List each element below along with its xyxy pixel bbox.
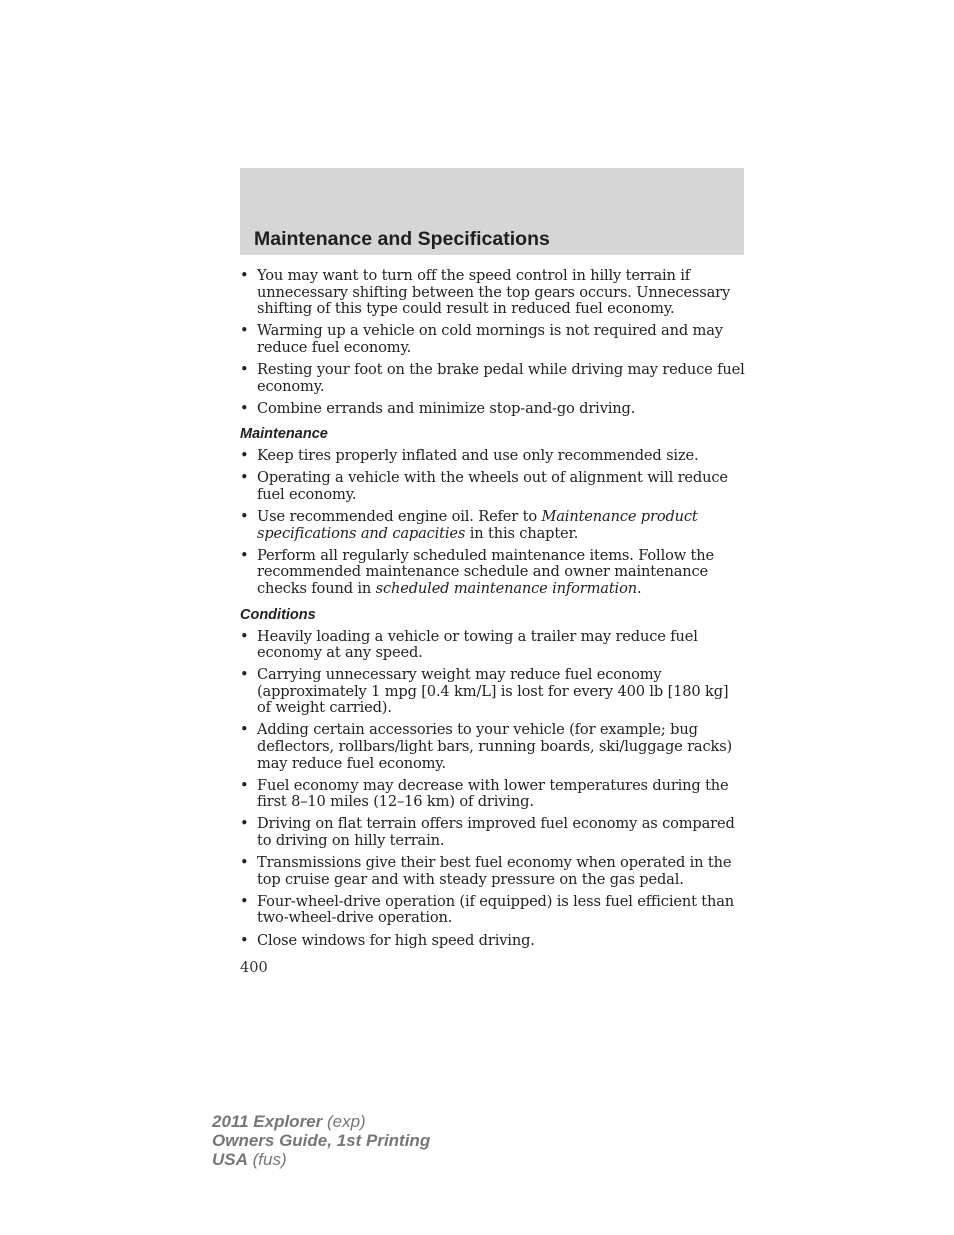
footer-code: (exp) bbox=[322, 1112, 366, 1131]
bullet-text: in this chapter. bbox=[465, 524, 579, 542]
bullet-item: • Heavily loading a vehicle or towing a trailer may reduce fuel economy at any speed. bbox=[240, 629, 746, 662]
bullet-item: • Operating a vehicle with the wheels out of alignment will reduce fuel economy. bbox=[240, 470, 746, 503]
maintenance-bullet-list bbox=[240, 448, 746, 597]
document-footer bbox=[212, 1112, 430, 1169]
bullet-item: • Fuel economy may decrease with lower temperatures during the first 8–10 miles (12–16 km) of driving. bbox=[240, 778, 746, 811]
bullet-item: • Warming up a vehicle on cold mornings is not required and may reduce fuel economy. bbox=[240, 323, 746, 356]
bullet-item: • You may want to turn off the speed control in hilly terrain if unnecessary shifting between the top gears occurs. Unnecessary shifting of this type could result in reduced fuel economy. bbox=[240, 268, 746, 318]
footer-line bbox=[212, 1112, 430, 1131]
bullet-item: • Adding certain accessories to your vehicle (for example; bug deflectors, rollbars/light bars, running boards, ski/luggage racks) may reduce fuel economy. bbox=[240, 722, 746, 772]
bullet-item bbox=[240, 548, 746, 598]
bullet-text: Use recommended engine oil. Refer to bbox=[257, 508, 542, 526]
bullet-item: • Resting your foot on the brake pedal while driving may reduce fuel economy. bbox=[240, 362, 746, 395]
maintenance-heading: Maintenance bbox=[240, 426, 328, 443]
bullet-text: Perform all regularly scheduled maintenance items. Follow the recommended maintenance schedule and owner maintenance checks found in bbox=[257, 546, 715, 597]
footer-edition: Owners Guide, 1st Printing bbox=[212, 1131, 431, 1150]
footer-model: 2011 Explorer bbox=[212, 1112, 323, 1131]
conditions-heading: Conditions bbox=[240, 606, 316, 623]
footer-line bbox=[212, 1150, 430, 1169]
footer-code: (fus) bbox=[247, 1150, 287, 1169]
page-number: 400 bbox=[240, 960, 268, 976]
bullet-item: • Driving on flat terrain offers improved fuel economy as compared to driving on hilly terrain. bbox=[240, 816, 746, 849]
bullet-text: . bbox=[636, 579, 642, 597]
bullet-item: • Keep tires properly inflated and use only recommended size. bbox=[240, 448, 746, 465]
bullet-item: • Four-wheel-drive operation (if equipped) is less fuel efficient than two-wheel-drive operation. bbox=[240, 894, 746, 927]
cross-reference: Maintenance product specifications and capacities bbox=[257, 508, 698, 542]
footer-line bbox=[212, 1131, 430, 1150]
section-title: Maintenance and Specifications bbox=[254, 228, 550, 250]
footer-market: USA bbox=[212, 1150, 248, 1169]
intro-bullet-list bbox=[240, 268, 746, 417]
bullet-item: • Carrying unnecessary weight may reduce fuel economy (approximately 1 mpg [0.4 km/L] is lost for every 400 lb [180 kg] of weight carried). bbox=[240, 667, 746, 717]
bullet-item: • Transmissions give their best fuel economy when operated in the top cruise gear and with steady pressure on the gas pedal. bbox=[240, 855, 746, 888]
bullet-item bbox=[240, 509, 746, 542]
page-content bbox=[240, 268, 746, 955]
bullet-item: • Combine errands and minimize stop-and-go driving. bbox=[240, 401, 746, 418]
conditions-bullet-list bbox=[240, 629, 746, 950]
bullet-item: • Close windows for high speed driving. bbox=[240, 933, 746, 950]
section-header-band bbox=[240, 168, 744, 255]
cross-reference: scheduled maintenance information bbox=[375, 579, 637, 597]
